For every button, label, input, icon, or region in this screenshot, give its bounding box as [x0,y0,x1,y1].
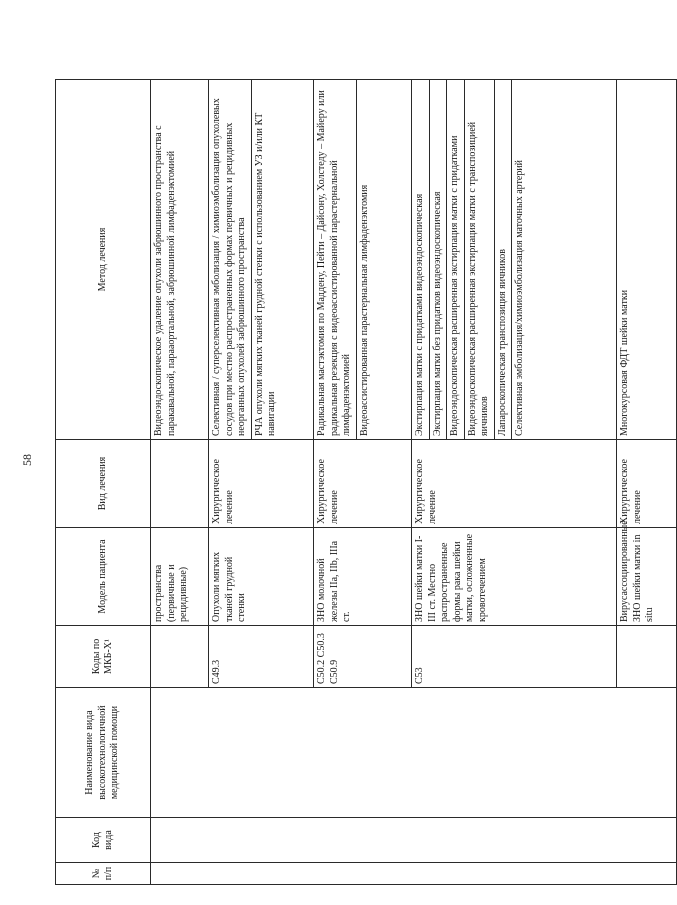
cell-name [151,688,677,818]
cell-code [151,818,677,863]
cell-method [209,80,314,440]
method-item: Видеоэндоскопическое удаление опухоли забрюшинного пространства с паракавальной, парааортальной, забрюшинной лимфаденэктомией [153,125,177,436]
cell-model: Вирусассоциированные ЗНО шейки матки in situ [617,528,677,626]
cell-mkb [617,626,677,688]
header-method: Метод лечения [56,80,151,440]
method-item: Видеоэндоскопическая расширенная экстирпация матки с придатками [446,80,464,439]
cell-method [412,80,617,440]
document-table-sheet [55,80,655,885]
treatment-methods-table [55,79,677,885]
header-name: Наименование вида высокотехнологичной медицинской помощи [56,688,151,818]
header-model: Модель пациента [56,528,151,626]
method-item: Видеоассистированная парастернальная лимфаденэктомия [356,80,374,439]
method-item: Экстирпация матки с придатками видеоэндоскопическая [414,193,425,436]
method-item: Селективная / суперселективная эмболизация / химиоэмболизация опухолевых сосудов при местно распространенных формах первичных и рецидивных неорганных опухолей забрюшинного пространства [211,98,247,436]
cell-model: Опухоли мягких тканей грудной стенки [209,528,314,626]
cell-model: пространства (первичные и рецидивные) [151,528,209,626]
method-item: Лапароскопическая транспозиция яичников [494,80,512,439]
method-item: Экстирпация матки без придатков видеоэндоскопическая [429,80,447,439]
cell-type: Хирургическое лечение [209,440,314,528]
cell-type: Хирургическое лечение [617,440,677,528]
method-item: Селективная эмболизация/химиоэмболизация маточных артерий [511,80,529,439]
table-row [151,80,209,885]
cell-method [151,80,209,440]
method-item: РЧА опухоли мягких тканей грудной стенки с использованием УЗ и/или КТ навигации [251,80,281,439]
table-header-row [56,80,151,885]
cell-type: Хирургическое лечение [314,440,412,528]
method-item: Радикальная мастэктомия по Маддену, Пейти – Дайсону, Холстеду – Майеру или радикальная резекция с видеоассистированной парастернальной лимфаденэктомией [316,90,352,436]
cell-model: ЗНО молочной железы IIa, IIb, IIIa ст. [314,528,412,626]
page-number: 58 [20,454,34,466]
cell-mkb: C53 [412,626,617,688]
cell-type: Хирургическое лечение [412,440,617,528]
header-code: Код вида [56,818,151,863]
cell-mkb [151,626,209,688]
cell-type [151,440,209,528]
method-item: Многокурсовая ФДТ шейки матки [619,289,630,436]
header-mkb: Коды по МКБ-Х¹ [56,626,151,688]
cell-mkb: C50.2 C50.3 C50.9 [314,626,412,688]
cell-model: ЗНО шейки матки I-III ст. Местно распространенные формы рака шейки матки, осложненные кровотечением [412,528,617,626]
header-num: № п/п [56,863,151,885]
cell-num [151,863,677,885]
method-item: Видеоэндоскопическая расширенная экстирпация матки с транспозицией яичников [464,80,494,439]
header-type: Вид лечения [56,440,151,528]
cell-mkb: C49.3 [209,626,314,688]
cell-method [314,80,412,440]
cell-method [617,80,677,440]
